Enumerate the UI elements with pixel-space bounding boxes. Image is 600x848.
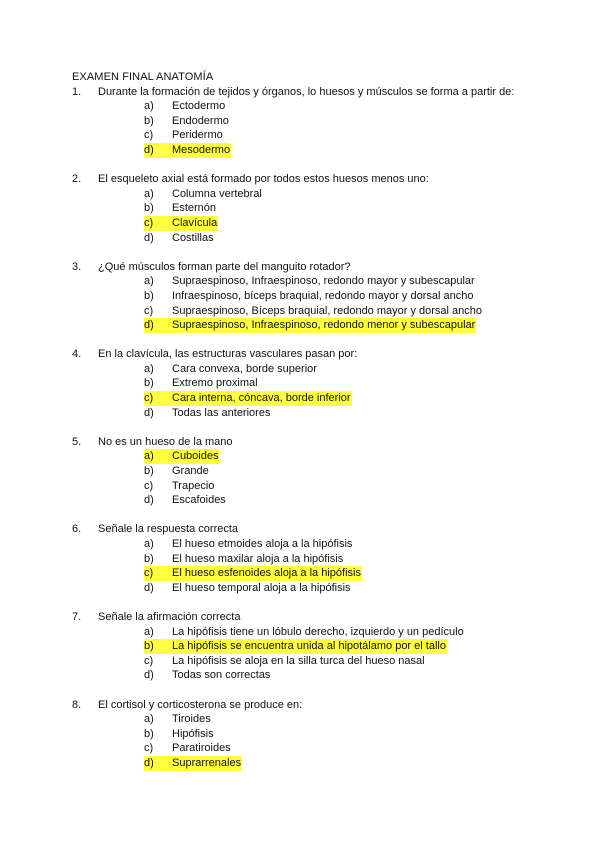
option-text: Paratiroides: [172, 742, 231, 755]
answer-option: [72, 114, 542, 129]
option-letter: c): [144, 742, 154, 755]
option-letter: a): [144, 625, 154, 638]
option-text: Peridermo: [172, 129, 223, 142]
option-text: Supraespinoso, Infraespinoso, redondo mayor y subescapular: [172, 275, 475, 288]
question-text: ¿Qué músculos forman parte del manguito rotador?: [98, 260, 351, 273]
option-letter: a): [144, 538, 154, 550]
answer-option: [72, 464, 542, 479]
question-number: 4.: [72, 348, 82, 361]
option-content: [144, 304, 483, 319]
question-number: 3.: [72, 260, 82, 273]
answer-option-highlighted: [72, 216, 542, 231]
question-text: No es un hueso de la mano: [98, 435, 233, 448]
question-item: [72, 698, 542, 771]
question-text: Señale la afirmación correcta: [98, 610, 241, 623]
option-text: Esternón: [172, 202, 217, 215]
option-letter: c): [144, 216, 154, 229]
answer-option-highlighted: [72, 391, 542, 406]
option-content: [144, 741, 232, 756]
question-stem: [72, 610, 542, 625]
option-letter: b): [144, 289, 154, 302]
option-text: Clavícula: [172, 216, 218, 229]
exam-title: EXAMEN FINAL ANATOMÍA: [72, 71, 214, 83]
option-letter: c): [144, 129, 154, 142]
option-letter: c): [144, 479, 154, 492]
option-letter: a): [144, 187, 154, 200]
answer-option: [72, 231, 542, 246]
option-content: [144, 114, 230, 129]
option-list: [72, 625, 542, 683]
question-item: [72, 522, 542, 595]
option-list: [72, 274, 542, 332]
question-item: [72, 347, 542, 420]
question-number: 7.: [72, 610, 82, 623]
option-letter: b): [144, 465, 154, 478]
question-number: 5.: [72, 435, 82, 448]
option-text: Endodermo: [172, 114, 229, 127]
answer-option: [72, 362, 542, 377]
question-text: El esqueleto axial está formado por todos estos huesos menos uno:: [98, 173, 429, 186]
question-number: 1.: [72, 85, 82, 98]
option-letter: c): [144, 654, 154, 667]
question-text: Durante la formación de tejidos y órganos, lo huesos y músculos se forma a partir de:: [98, 85, 515, 98]
option-content: [144, 201, 217, 216]
question-stem: [72, 85, 542, 100]
option-text: La hipófisis se aloja en la silla turca del hueso nasal: [172, 654, 425, 667]
option-text: Infraespinoso, bíceps braquial, redondo mayor y dorsal ancho: [172, 289, 474, 302]
option-letter: b): [144, 202, 154, 215]
question-stem: [72, 435, 542, 450]
option-text: La hipófisis se encuentra unida al hipotálamo por el tallo: [172, 640, 446, 653]
option-content: [144, 99, 226, 114]
option-letter: c): [144, 567, 154, 580]
option-letter: d): [144, 494, 154, 507]
option-content: [144, 128, 224, 143]
option-text: Columna vertebral: [172, 187, 262, 200]
option-content: [144, 727, 215, 742]
answer-option: [72, 712, 542, 727]
question-number: 8.: [72, 698, 82, 711]
correct-answer-highlight: [144, 318, 476, 333]
question-number: 6.: [72, 523, 82, 536]
option-content: [144, 231, 215, 246]
answer-option: [72, 99, 542, 114]
option-text: Extremo proximal: [172, 377, 258, 390]
option-content: [144, 464, 210, 479]
question-item: [72, 85, 542, 158]
answer-option: [72, 274, 542, 289]
answer-option: [72, 668, 542, 683]
answer-option: [72, 187, 542, 202]
option-content: [144, 493, 227, 508]
option-text: Suprarrenales: [172, 756, 242, 769]
option-list: [72, 712, 542, 770]
option-letter: a): [144, 713, 154, 726]
option-letter: d): [144, 319, 154, 332]
exam-document: [72, 70, 542, 785]
option-letter: d): [144, 406, 154, 419]
option-letter: a): [144, 450, 154, 463]
answer-option: [72, 479, 542, 494]
option-content: [144, 274, 476, 289]
option-text: Escafoides: [172, 494, 226, 507]
option-letter: a): [144, 275, 154, 288]
answer-option: [72, 406, 542, 421]
option-content: [144, 289, 474, 304]
option-letter: c): [144, 304, 154, 317]
question-item: [72, 435, 542, 508]
correct-answer-highlight: [144, 391, 352, 406]
option-text: El hueso maxilar aloja a la hipófisis: [172, 552, 344, 565]
option-letter: d): [144, 231, 154, 244]
question-item: [72, 610, 542, 683]
answer-option-highlighted: [72, 143, 542, 158]
option-letter: d): [144, 143, 154, 156]
option-text: Cara convexa, borde superior: [172, 362, 317, 375]
question-number: 2.: [72, 173, 82, 186]
answer-option: [72, 654, 542, 669]
option-text: Supraespinoso, Bíceps braquial, redondo mayor y dorsal ancho: [172, 304, 483, 317]
question-stem: [72, 347, 542, 362]
correct-answer-highlight: [144, 216, 218, 231]
option-list: [72, 537, 542, 595]
answer-option: [72, 741, 542, 756]
option-letter: b): [144, 377, 154, 390]
option-content: [144, 668, 271, 683]
option-text: Todas las anteriores: [172, 406, 271, 419]
option-letter: d): [144, 581, 154, 594]
option-content: [144, 552, 344, 567]
option-content: [144, 712, 212, 727]
option-content: [144, 625, 465, 640]
option-list: [72, 449, 542, 507]
option-text: Todas son correctas: [172, 669, 271, 682]
option-text: El hueso etmoides aloja a la hipófisis: [172, 538, 353, 550]
question-stem: [72, 260, 542, 275]
question-stem: [72, 522, 542, 537]
option-text: Hipófisis: [172, 727, 214, 740]
option-content: [144, 654, 426, 669]
option-letter: c): [144, 392, 154, 405]
option-list: [72, 362, 542, 420]
option-letter: a): [144, 362, 154, 375]
correct-answer-highlight: [144, 143, 231, 158]
option-letter: d): [144, 669, 154, 682]
option-content: [144, 362, 318, 377]
option-letter: b): [144, 552, 154, 565]
answer-option: [72, 304, 542, 319]
option-text: Supraespinoso, Infraespinoso, redondo menor y subescapular: [172, 319, 476, 332]
option-letter: b): [144, 114, 154, 127]
correct-answer-highlight: [144, 756, 242, 771]
option-text: La hipófisis tiene un lóbulo derecho, izquierdo y un pedículo: [172, 625, 464, 638]
option-content: [144, 406, 271, 421]
option-content: [144, 537, 353, 552]
answer-option: [72, 552, 542, 567]
question-text: En la clavícula, las estructuras vasculares pasan por:: [98, 348, 358, 361]
correct-answer-highlight: [144, 449, 219, 464]
answer-option: [72, 493, 542, 508]
option-letter: d): [144, 756, 154, 769]
option-list: [72, 99, 542, 157]
correct-answer-highlight: [144, 639, 447, 654]
option-text: Costillas: [172, 231, 214, 244]
option-content: [144, 187, 263, 202]
answer-option-highlighted: [72, 318, 542, 333]
option-text: El hueso temporal aloja a la hipófisis: [172, 581, 351, 594]
option-text: Ectodermo: [172, 100, 226, 113]
answer-option: [72, 289, 542, 304]
answer-option-highlighted: [72, 449, 542, 464]
option-text: Grande: [172, 465, 209, 478]
answer-option-highlighted: [72, 566, 542, 581]
question-list: [72, 85, 542, 771]
option-list: [72, 187, 542, 245]
option-text: Mesodermo: [172, 143, 231, 156]
option-content: [144, 376, 259, 391]
question-text: El cortisol y corticosterona se produce en:: [98, 698, 303, 711]
question-item: [72, 260, 542, 333]
option-text: El hueso esfenoides aloja a la hipófisis: [172, 567, 361, 580]
answer-option-highlighted: [72, 639, 542, 654]
answer-option-highlighted: [72, 756, 542, 771]
question-item: [72, 172, 542, 245]
option-content: [144, 479, 215, 494]
question-text: Señale la respuesta correcta: [98, 523, 239, 536]
question-stem: [72, 698, 542, 713]
answer-option: [72, 201, 542, 216]
answer-option: [72, 625, 542, 640]
option-content: [144, 581, 352, 596]
answer-option: [72, 537, 542, 552]
option-letter: b): [144, 640, 154, 653]
answer-option: [72, 727, 542, 742]
option-text: Trapecio: [172, 479, 215, 492]
option-text: Cuboides: [172, 450, 219, 463]
answer-option: [72, 581, 542, 596]
answer-option: [72, 376, 542, 391]
option-letter: a): [144, 100, 154, 113]
question-stem: [72, 172, 542, 187]
correct-answer-highlight: [144, 566, 362, 581]
option-text: Cara interna, cóncava, borde inferior: [172, 392, 351, 405]
option-text: Tiroides: [172, 713, 211, 726]
answer-option: [72, 128, 542, 143]
option-letter: b): [144, 727, 154, 740]
